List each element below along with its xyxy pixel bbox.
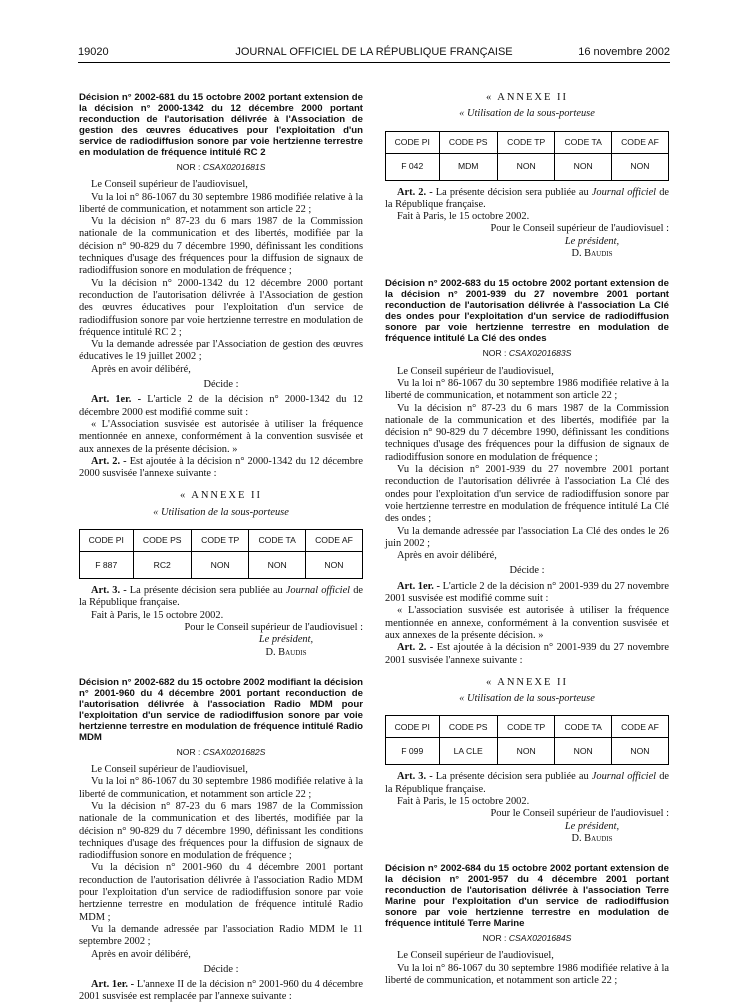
table-cell: MDM xyxy=(439,153,497,180)
article-2: Art. 2. - La présente décision sera publiée au Journal officiel de la République française. xyxy=(385,186,669,210)
right-column xyxy=(385,92,669,987)
nor-line: NOR : CSAX0201684S xyxy=(482,933,572,944)
signature-title: Le président, xyxy=(258,634,314,646)
nor-line: NOR : CSAX0201683S xyxy=(482,348,572,359)
table-cell: F 099 xyxy=(386,738,440,765)
table-header: CODE TA xyxy=(249,530,306,552)
decision-682 xyxy=(79,677,363,1004)
table-header: CODE PI xyxy=(386,131,440,153)
table-header: CODE TP xyxy=(497,716,554,738)
decision-title: Décision n° 2002-683 du 15 octobre 2002 portant extension de la décision n° 2001-939 du 27 novembre 2001 portant reconduction de l'autorisation délivrée à l'association La Clé des ondes pour l'exploitation d'un service de radiodiffusion sonore par voie hertzienne terrestre en modulation de fréquence intitulé La Clé des ondes xyxy=(385,278,669,345)
signature-line: Pour le Conseil supérieur de l'audiovisuel : xyxy=(490,223,669,235)
decision-title: Décision n° 2002-684 du 15 octobre 2002 portant extension de la décision n° 2001-957 du 4 décembre 2001 portant reconduction de l'autorisation délivrée à l'association Terre Marine pour l'exploitation d'un service de radiodiffusion sonore par voie hertzienne terrestre en modulation de fréquence intitulé Terre Marine xyxy=(385,863,669,930)
article-2: Art. 2. - Est ajoutée à la décision n° 2000-1342 du 12 décembre 2000 susvisée l'annexe suivante : xyxy=(79,455,363,480)
table-cell: NON xyxy=(611,738,668,765)
table-cell: NON xyxy=(249,552,306,579)
decision-682-continued xyxy=(385,92,669,260)
paragraph: Vu la décision n° 2001-960 du 4 décembre 2001 portant reconduction de l'autorisation délivrée à l'association Radio MDM pour l'exploitation d'un service de radiodiffusion sonore par voie hertzienne terrestre en modulation de fréquence intitulé Radio MDM ; xyxy=(79,862,363,923)
paragraph: Vu la demande adressée par l'association La Clé des ondes le 26 juin 2002 ; xyxy=(385,525,669,549)
decision-684 xyxy=(385,863,669,987)
fait-line: Fait à Paris, le 15 octobre 2002. xyxy=(91,609,224,621)
table-cell: RC2 xyxy=(133,552,191,579)
decide-line: Décide : xyxy=(509,565,545,577)
annex-subtitle: « Utilisation de la sous-porteuse xyxy=(459,108,595,120)
paragraph: Vu la loi n° 86-1067 du 30 septembre 1986 modifiée relative à la liberté de communication, et notamment son article 22 ; xyxy=(79,191,363,215)
fait-line: Fait à Paris, le 15 octobre 2002. xyxy=(397,795,530,807)
subcarrier-table xyxy=(79,529,363,579)
table-cell: F 042 xyxy=(386,153,440,180)
signature-line: Pour le Conseil supérieur de l'audiovisuel : xyxy=(490,808,669,820)
paragraph: Après en avoir délibéré, xyxy=(397,550,497,562)
article-3: Art. 3. - La présente décision sera publiée au Journal officiel de la République française. xyxy=(385,771,669,795)
table-header: CODE AF xyxy=(611,716,668,738)
table-cell: NON xyxy=(497,738,554,765)
table-header: CODE TA xyxy=(555,716,612,738)
paragraph: Le Conseil supérieur de l'audiovisuel, xyxy=(91,764,248,776)
table-header: CODE PI xyxy=(80,530,134,552)
quoted-article: « L'Association susvisée est autorisée à utiliser la fréquence mentionnée en annexe, conformément à la convention susvisée et aux annexes de la présente décision. » xyxy=(79,418,363,455)
table-header: CODE AF xyxy=(611,131,668,153)
journal-title: JOURNAL OFFICIEL DE LA RÉPUBLIQUE FRANÇAISE xyxy=(235,46,513,58)
paragraph: Le Conseil supérieur de l'audiovisuel, xyxy=(397,365,554,377)
table-header: CODE PS xyxy=(439,131,497,153)
signature-title: Le président, xyxy=(564,235,620,247)
paragraph: Vu la loi n° 86-1067 du 30 septembre 1986 modifiée relative à la liberté de communication, et notamment son article 22 ; xyxy=(385,377,669,402)
quoted-article: « L'association susvisée est autorisée à utiliser la fréquence mentionnée en annexe, conformément à la convention susvisée et aux annexes de la présente décision. » xyxy=(385,605,669,641)
signature-name: D. Baudis xyxy=(571,832,613,844)
annex-title: « ANNEXE II xyxy=(179,490,263,502)
subcarrier-table xyxy=(385,715,669,765)
annex-subtitle: « Utilisation de la sous-porteuse xyxy=(153,506,289,518)
table-cell: NON xyxy=(611,153,668,180)
page-number: 19020 xyxy=(78,46,109,58)
annex-title: « ANNEXE II xyxy=(485,676,569,688)
paragraph: Le Conseil supérieur de l'audiovisuel, xyxy=(397,950,554,962)
issue-date: 16 novembre 2002 xyxy=(578,46,670,58)
signature-line: Pour le Conseil supérieur de l'audiovisuel : xyxy=(184,621,363,633)
decide-line: Décide : xyxy=(203,963,239,975)
signature-name: D. Baudis xyxy=(265,646,307,658)
article-1: Art. 1er. - L'article 2 de la décision n° 2001-939 du 27 novembre 2001 susvisée est modifié comme suit : xyxy=(385,580,669,605)
table-cell: LA CLE xyxy=(439,738,497,765)
table-header: CODE AF xyxy=(305,530,362,552)
decision-683 xyxy=(385,278,669,845)
paragraph: Le Conseil supérieur de l'audiovisuel, xyxy=(91,179,248,191)
article-1: Art. 1er. - L'annexe II de la décision n° 2001-960 du 4 décembre 2001 susvisée est remplacée par l'annexe suivante : xyxy=(79,979,363,1003)
table-cell: NON xyxy=(191,552,248,579)
decision-title: Décision n° 2002-681 du 15 octobre 2002 portant extension de la décision n° 2000-1342 du 12 décembre 2000 portant reconduction de l'autorisation délivrée à l'Association de gestion des œuvres éducatives pour l'exploitation d'un service de radiodiffusion sonore par voie hertzienne terrestre en modulation de fréquence intitulé RC 2 xyxy=(79,92,363,158)
article-3: Art. 3. - La présente décision sera publiée au Journal officiel de la République française. xyxy=(79,585,363,609)
signature-name: D. Baudis xyxy=(571,248,613,260)
annex-subtitle: « Utilisation de la sous-porteuse xyxy=(459,693,595,705)
table-cell: NON xyxy=(305,552,362,579)
table-cell: NON xyxy=(555,153,612,180)
annex-title: « ANNEXE II xyxy=(485,92,569,103)
paragraph: Vu la loi n° 86-1067 du 30 septembre 1986 modifiée relative à la liberté de communication, et notamment son article 22 ; xyxy=(79,776,363,800)
left-column xyxy=(79,92,363,1004)
table-header: CODE TP xyxy=(191,530,248,552)
subcarrier-table xyxy=(385,131,669,181)
paragraph: Vu la demande adressée par l'association Radio MDM le 11 septembre 2002 ; xyxy=(79,923,363,948)
table-cell: NON xyxy=(555,738,612,765)
paragraph: Vu la décision n° 2001-939 du 27 novembre 2001 portant reconduction de l'autorisation délivrée à l'association La Clé des ondes pour l'exploitation d'un service de radiodiffusion sonore par voie hertzienne terrestre en modulation de fréquence intitulé La Clé des ondes ; xyxy=(385,464,669,525)
paragraph: Vu la loi n° 86-1067 du 30 septembre 1986 modifiée relative à la liberté de communication, et notamment son article 22 ; xyxy=(385,962,669,987)
decision-title: Décision n° 2002-682 du 15 octobre 2002 modifiant la décision n° 2001-960 du 4 décembre 2001 portant reconduction de l'autorisation délivrée à l'association Radio MDM pour l'exploitation d'un service de radiodiffusion sonore par voie hertzienne terrestre en modulation de fréquence intitulé Radio MDM xyxy=(79,676,363,743)
paragraph: Vu la demande adressée par l'Association de gestion des œuvres éducatives le 19 juillet 2002 ; xyxy=(79,339,363,363)
fait-line: Fait à Paris, le 15 octobre 2002. xyxy=(397,211,530,223)
paragraph: Après en avoir délibéré, xyxy=(91,948,191,960)
table-cell: NON xyxy=(497,153,554,180)
table-header: CODE TA xyxy=(555,131,612,153)
nor-line: NOR : CSAX0201682S xyxy=(176,746,266,757)
table-header: CODE PI xyxy=(386,716,440,738)
paragraph: Vu la décision n° 2000-1342 du 12 décembre 2000 portant reconduction de l'autorisation délivrée à l'Association de gestion des œuvres éducatives pour l'exploitation d'un service de radiodiffusion sonore par voie hertzienne terrestre en modulation de fréquence intitulé RC 2 ; xyxy=(79,277,363,338)
article-1: Art. 1er. - L'article 2 de la décision n° 2000-1342 du 12 décembre 2000 est modifié comme suit : xyxy=(79,394,363,418)
paragraph: Vu la décision n° 87-23 du 6 mars 1987 de la Commission nationale de la communication et des libertés, modifiée par la décision n° 90-829 du 7 décembre 1990, définissant les conditions techniques d'usage des fréquences pour la diffusion de signaux de radiodiffusion sonore en modulation de fréquence ; xyxy=(385,402,669,463)
page-header xyxy=(78,46,670,63)
paragraph: Vu la décision n° 87-23 du 6 mars 1987 de la Commission nationale de la communication et des libertés, modifiée par la décision n° 90-829 du 7 décembre 1990, définissant les conditions techniques d'usage des fréquences pour la diffusion de signaux de radiodiffusion sonore en modulation de fréquence ; xyxy=(79,216,363,277)
table-cell: F 887 xyxy=(80,552,134,579)
article-2: Art. 2. - Est ajoutée à la décision n° 2001-939 du 27 novembre 2001 susvisée l'annexe suivante : xyxy=(385,642,669,666)
decide-line: Décide : xyxy=(203,379,239,391)
decision-681 xyxy=(79,92,363,659)
paragraph: Vu la décision n° 87-23 du 6 mars 1987 de la Commission nationale de la communication et des libertés, modifiée par la décision n° 90-829 du 7 décembre 1990, définissant les conditions techniques d'usage des fréquences pour la diffusion de signaux de radiodiffusion sonore en modulation de fréquence ; xyxy=(79,800,363,862)
signature-title: Le président, xyxy=(564,820,620,832)
table-header: CODE PS xyxy=(439,716,497,738)
paragraph: Après en avoir délibéré, xyxy=(91,363,191,375)
table-header: CODE TP xyxy=(497,131,554,153)
table-header: CODE PS xyxy=(133,530,191,552)
nor-line: NOR : CSAX0201681S xyxy=(176,162,266,172)
